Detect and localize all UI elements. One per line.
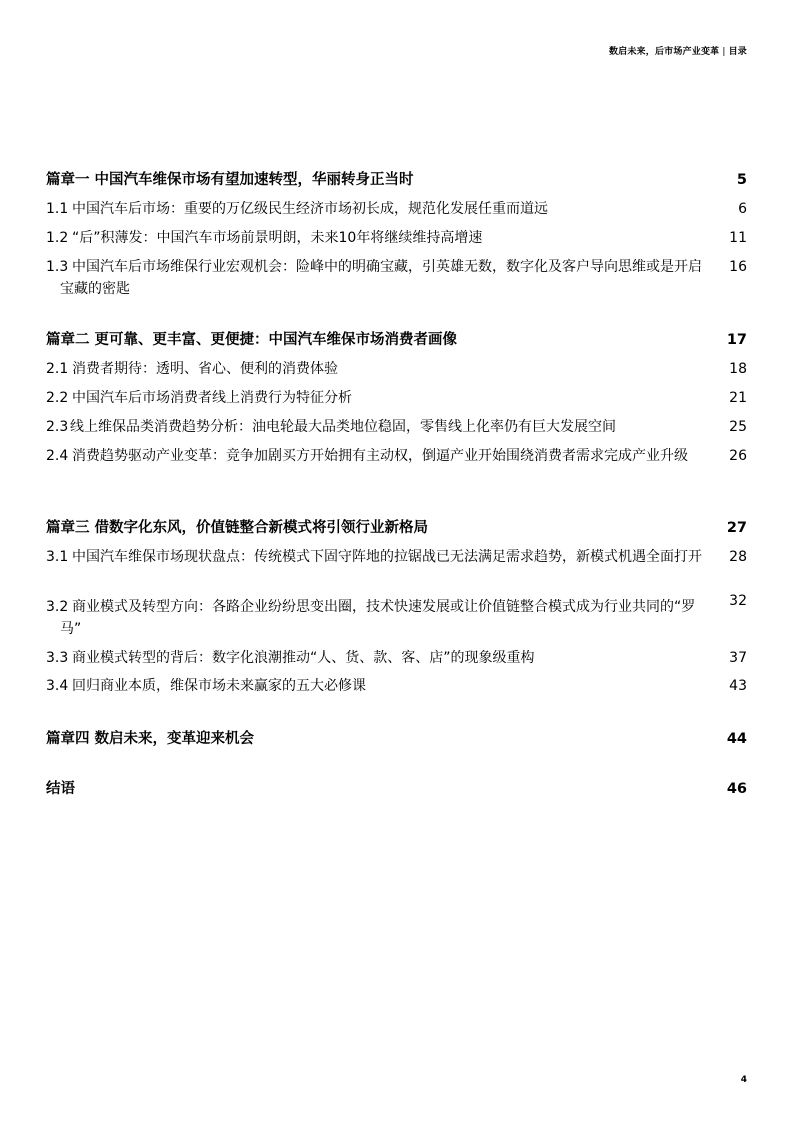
- section-page: 16: [729, 259, 747, 275]
- section-title: 回归商业本质，维保市场未来赢家的五大必修课: [72, 678, 366, 694]
- chapter-title: 篇章三 借数字化东风，价值链整合新模式将引领行业新格局: [46, 520, 429, 536]
- header-title: 数启未来，后市场产业变革: [608, 47, 720, 57]
- chapter-title: 篇章二 更可靠、更丰富、更便捷：中国汽车维保市场消费者画像: [46, 332, 458, 348]
- section-title: 中国汽车后市场：重要的万亿级民生经济市场初长成，规范化发展任重而道远: [72, 201, 548, 217]
- header-separator: |: [722, 47, 726, 57]
- toc-section-2-4[interactable]: [46, 445, 747, 467]
- section-page: 11: [729, 230, 747, 246]
- toc-section-3-3[interactable]: [46, 647, 747, 669]
- toc-section-2-3[interactable]: [46, 416, 747, 438]
- chapter-page: 44: [726, 731, 747, 747]
- section-number: 2.4: [46, 448, 69, 464]
- section-title: 消费者期待：透明、省心、便利的消费体验: [72, 361, 338, 377]
- section-number: 2.3: [46, 419, 69, 435]
- section-page: 28: [729, 549, 747, 565]
- section-number: 1.3: [46, 259, 69, 275]
- section-title: 中国汽车后市场消费者线上消费行为特征分析: [72, 390, 352, 406]
- section-title: 中国汽车维保市场现状盘点：传统模式下固守阵地的拉锯战已无法满足需求趋势，新模式机遇全面打开: [72, 549, 702, 565]
- chapter-page: 17: [726, 332, 747, 348]
- section-title: 商业模式转型的背后：数字化浪潮推动“人、货、款、客、店”的现象级重构: [72, 650, 535, 666]
- toc-section-2-1[interactable]: [46, 358, 747, 380]
- section-page: 32: [729, 593, 747, 609]
- section-page: 18: [729, 361, 747, 377]
- chapter-page: 46: [726, 781, 747, 797]
- toc-section-2-2[interactable]: [46, 387, 747, 409]
- section-number: 3.3: [46, 650, 69, 666]
- toc-section-1-3[interactable]: [46, 256, 747, 300]
- page-number: 4: [740, 1075, 747, 1085]
- section-title: 中国汽车后市场维保行业宏观机会：险峰中的明确宝藏，引英雄无数，数字化及客户导向思维或是开启宝藏的密匙: [60, 259, 702, 297]
- section-page: 21: [729, 390, 747, 406]
- chapter-page: 5: [736, 172, 747, 188]
- section-page: 6: [738, 201, 747, 217]
- toc-section-1-2[interactable]: [46, 227, 747, 249]
- section-title: 线上维保品类消费趋势分析：油电轮最大品类地位稳固，零售线上化率仍有巨大发展空间: [70, 419, 616, 435]
- chapter-title: 篇章一 中国汽车维保市场有望加速转型，华丽转身正当时: [46, 172, 414, 188]
- section-number: 3.2: [46, 599, 69, 615]
- section-title: 商业模式及转型方向：各路企业纷纷思变出圈，技术快速发展或让价值链整合模式成为行业共同的“罗马”: [60, 599, 696, 637]
- section-page: 43: [729, 678, 747, 694]
- section-number: 3.1: [46, 549, 69, 565]
- running-header: [609, 44, 747, 57]
- section-number: 1.2: [46, 230, 69, 246]
- section-title: 消费趋势驱动产业变革：竞争加剧买方开始拥有主动权，倒逼产业开始围绕消费者需求完成产业升级: [72, 448, 688, 464]
- chapter-title: 结语: [46, 781, 75, 797]
- section-number: 3.4: [46, 678, 69, 694]
- section-page: 37: [729, 650, 747, 666]
- section-number: 2.1: [46, 361, 69, 377]
- chapter-title: 篇章四 数启未来，变革迎来机会: [46, 731, 255, 747]
- toc-section-3-1[interactable]: [46, 546, 747, 568]
- toc-section-3-4[interactable]: [46, 675, 747, 697]
- chapter-page: 27: [726, 520, 747, 536]
- toc-section-3-2[interactable]: [46, 593, 747, 640]
- section-number: 2.2: [46, 390, 69, 406]
- section-title: “后”积薄发：中国汽车市场前景明朗，未来10年将继续维持高增速: [72, 230, 483, 246]
- section-number: 1.1: [46, 201, 69, 217]
- section-page: 26: [729, 448, 747, 464]
- section-page: 25: [729, 419, 747, 435]
- header-section: 目录: [728, 47, 747, 57]
- toc-section-1-1[interactable]: [46, 198, 747, 220]
